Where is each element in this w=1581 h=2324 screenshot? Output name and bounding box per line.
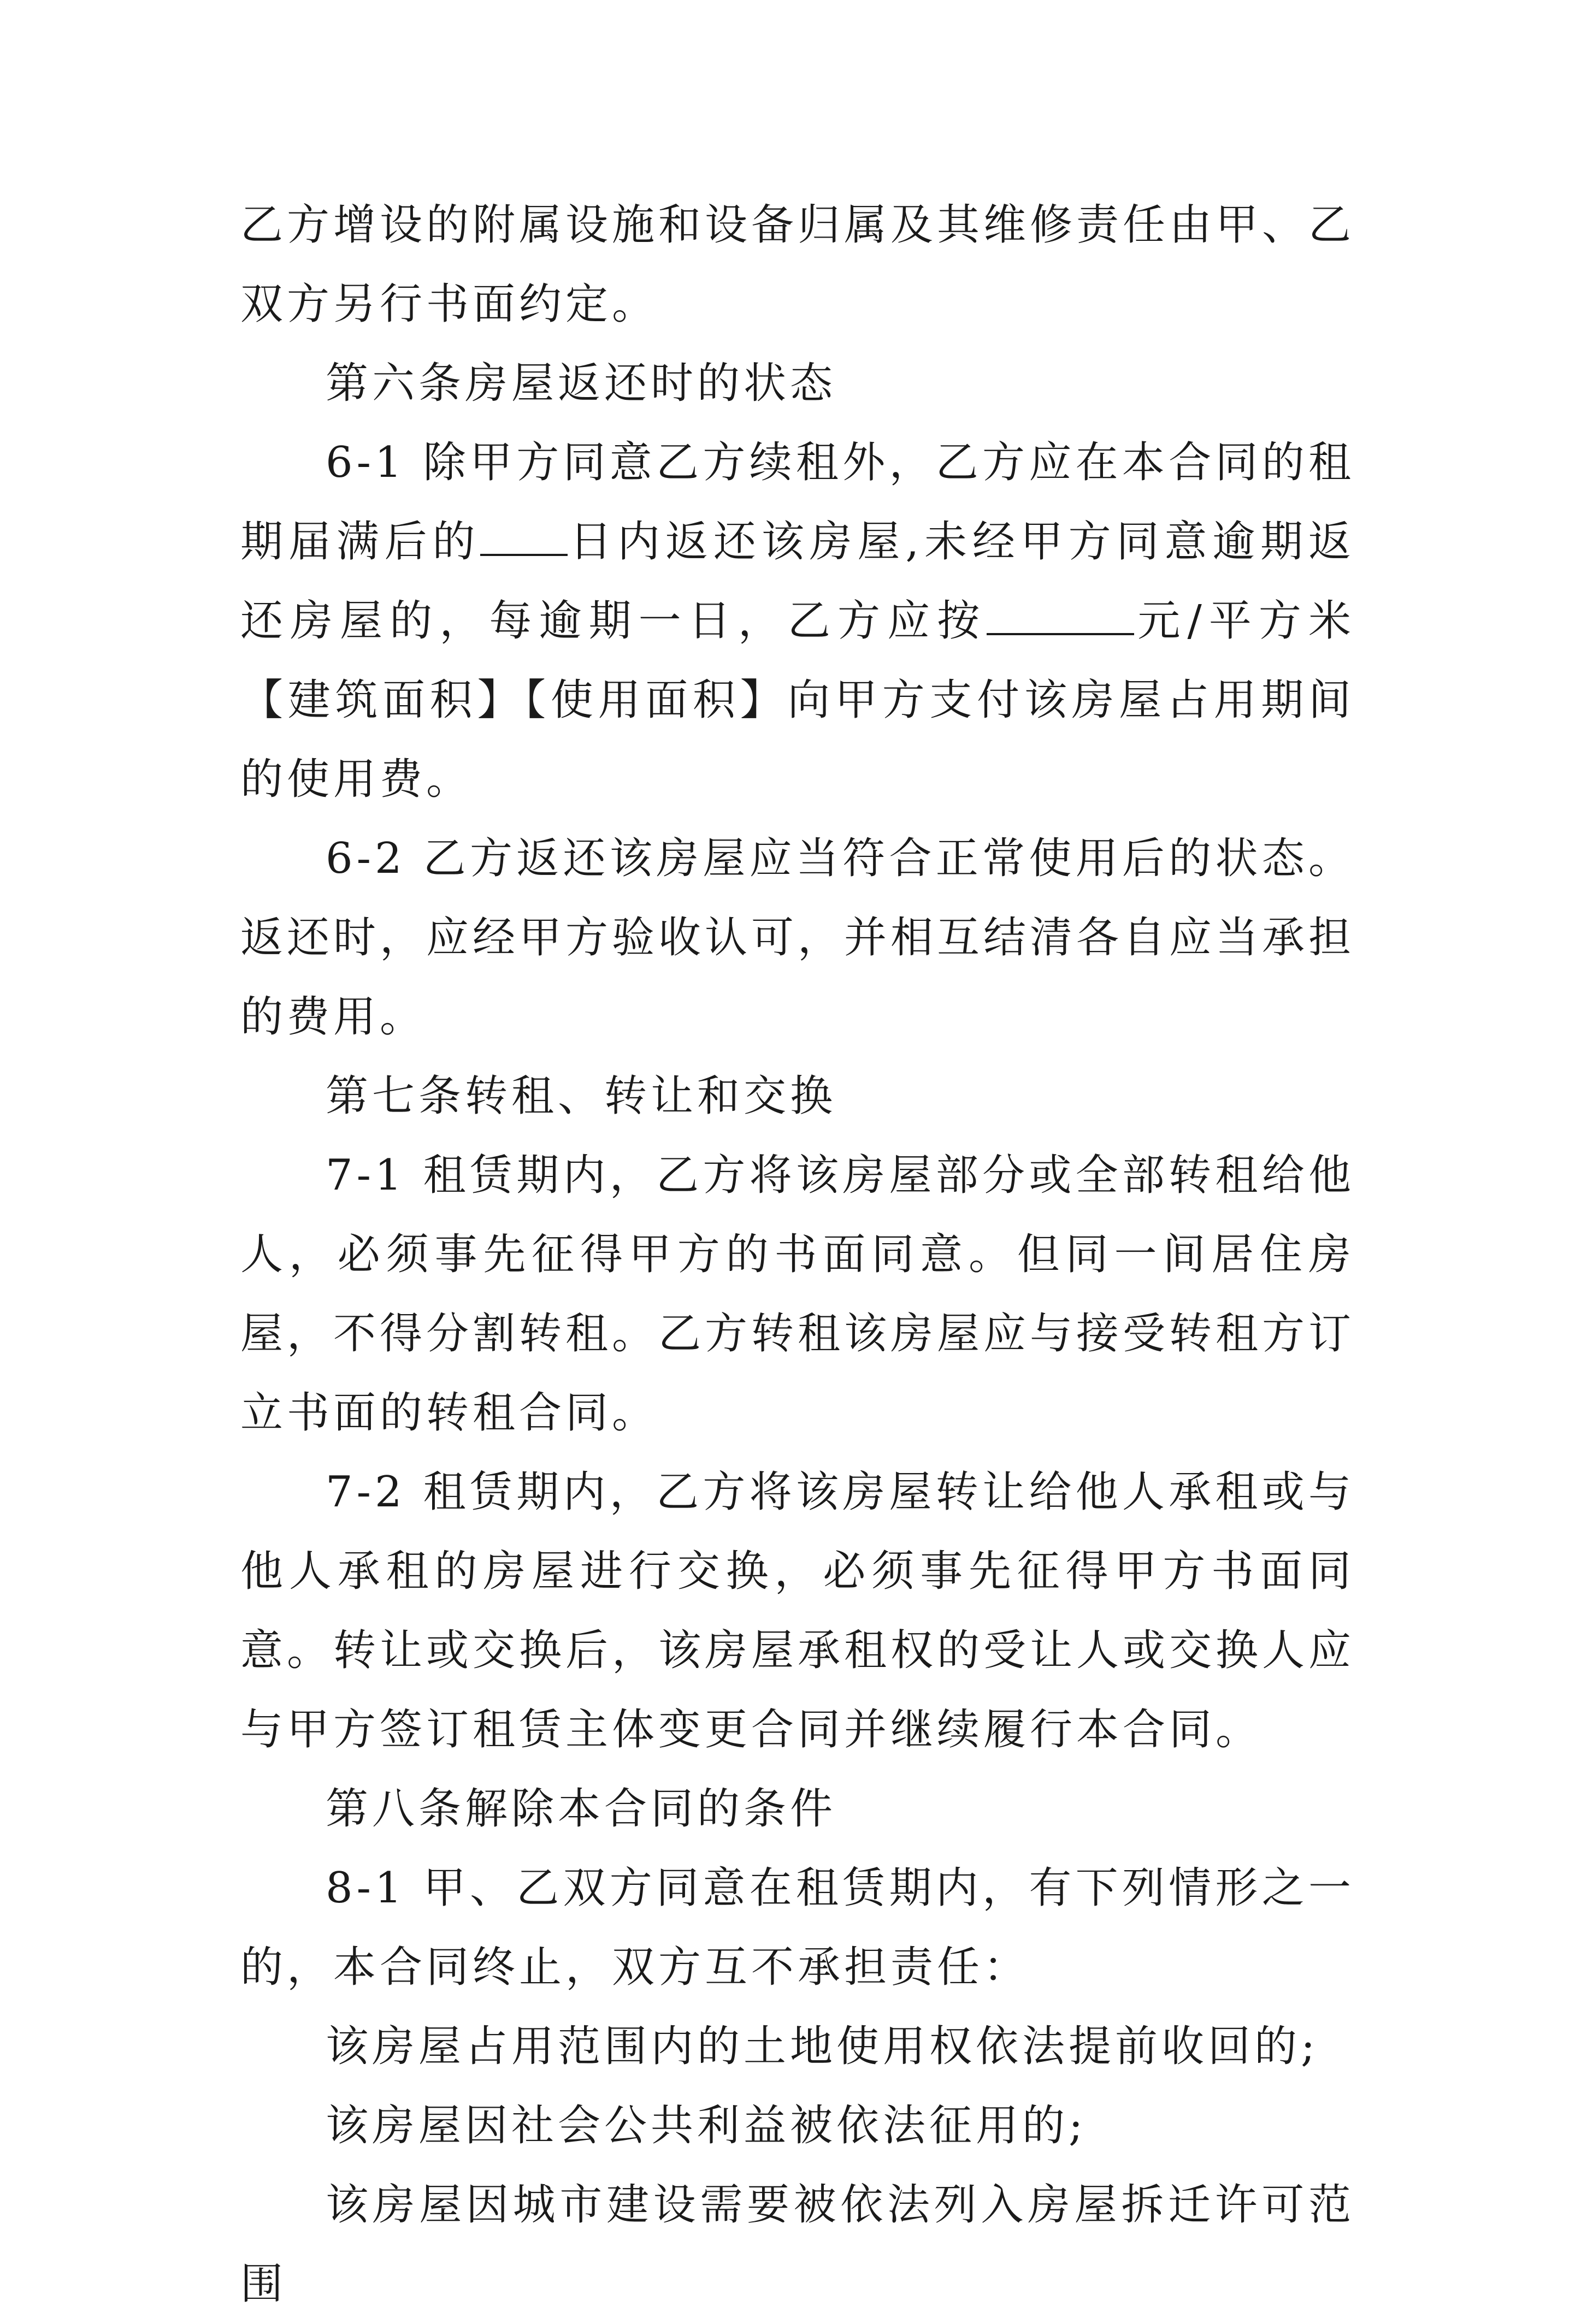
paragraph-7-1: 7-1 租赁期内，乙方将该房屋部分或全部转租给他人，必须事先征得甲方的书面同意。但同一间居住房屋，不得分割转租。乙方转租该房屋应与接受转租方订立书面的转租合同。 <box>240 1151 1355 1438</box>
paragraph-6-2: 6-2 乙方返还该房屋应当符合正常使用后的状态。返还时，应经甲方验收认可，并相互结清各自应当承担的费用。 <box>240 834 1355 1042</box>
heading-article-7: 第七条转租、转让和交换 <box>326 1072 837 1121</box>
paragraph-6-1-part-3: 元/平方米【建筑面积】【使用面积】向甲方支付该房屋占用期间的使用费。 <box>240 596 1355 804</box>
document-body <box>240 186 1355 2324</box>
condition-public-interest: 该房屋因社会公共利益被依法征用的; <box>326 2101 1087 2150</box>
condition-land-use: 该房屋占用范围内的土地使用权依法提前收回的; <box>326 2022 1319 2071</box>
paragraph-8-1: 8-1 甲、乙双方同意在租赁期内，有下列情形之一的，本合同终止，双方互不承担责任： <box>240 1864 1355 1992</box>
paragraph-7-2: 7-2 租赁期内，乙方将该房屋转让给他人承租或与他人承租的房屋进行交换，必须事先征得甲方书面同意。转让或交换后，该房屋承租权的受让人或交换人应与甲方签订租赁主体变更合同并继续履行本合同。 <box>240 1468 1355 1754</box>
paragraph-6-1 <box>240 423 1355 819</box>
blank-rate <box>987 597 1134 635</box>
heading-article-8: 第八条解除本合同的条件 <box>326 1784 837 1834</box>
heading-article-6: 第六条房屋返还时的状态 <box>326 359 837 408</box>
paragraph-facilities: 乙方增设的附属设施和设备归属及其维修责任由甲、乙双方另行书面约定。 <box>240 200 1355 329</box>
paragraph-6-1-part-2: 日内返还该房屋,未经甲方同意逾期返还房屋的，每逾期一日，乙方应按 <box>240 517 1355 646</box>
paragraph-6-1-part-1: 6-1 除甲方同意乙方续租外，乙方应在本合同的租期届满后的 <box>240 438 1355 566</box>
blank-days <box>480 518 568 556</box>
condition-demolition: 该房屋因城市建设需要被依法列入房屋拆迁许可范围 <box>240 2180 1355 2309</box>
